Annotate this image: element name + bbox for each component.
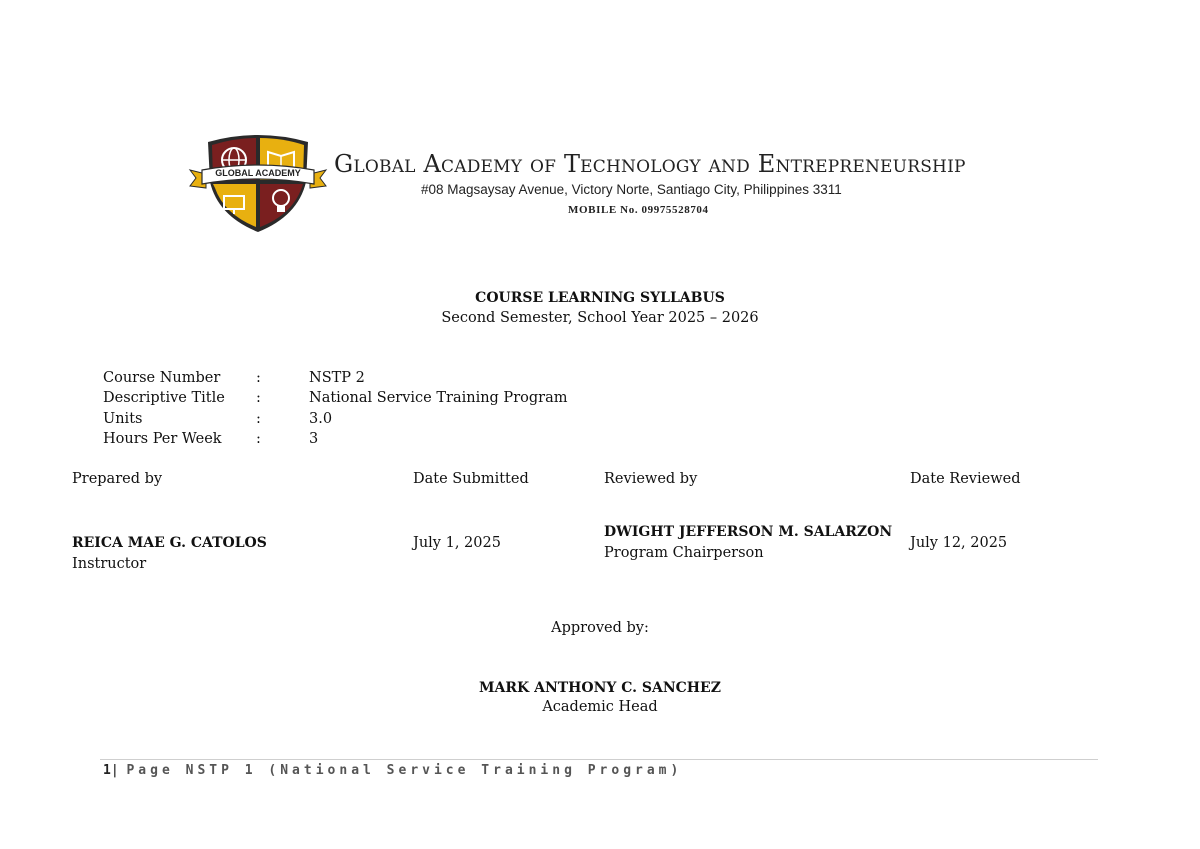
preparer-role: Instructor — [72, 556, 147, 572]
preparer-name: REICA MAE G. CATOLOS — [72, 535, 267, 551]
reviewed-by-label: Reviewed by — [604, 471, 698, 487]
hours-per-week-colon: : — [256, 431, 261, 447]
document-subtitle: Second Semester, School Year 2025 – 2026 — [441, 310, 759, 326]
course-number-value: NSTP 2 — [309, 370, 365, 386]
descriptive-title-value: National Service Training Program — [309, 390, 568, 406]
descriptive-title-colon: : — [256, 390, 261, 406]
date-submitted-label: Date Submitted — [413, 471, 529, 487]
units-label: Units — [103, 411, 143, 427]
footer-page-number: 1 — [103, 763, 111, 778]
date-reviewed-value: July 12, 2025 — [910, 535, 1008, 551]
logo-banner-text: GLOBAL ACADEMY — [215, 168, 301, 178]
school-logo — [188, 130, 328, 234]
hours-per-week-value: 3 — [309, 431, 319, 447]
footer-separator: | — [110, 763, 119, 778]
school-address: #08 Magsaysay Avenue, Victory Norte, Santiago City, Philippines 3311 — [421, 182, 842, 197]
school-mobile: MOBILE No. 09975528704 — [568, 204, 709, 216]
footer-text: Page NSTP 1 (National Service Training Program) — [126, 763, 683, 778]
reviewer-role: Program Chairperson — [604, 545, 764, 561]
units-colon: : — [256, 411, 261, 427]
date-submitted-value: July 1, 2025 — [413, 535, 501, 551]
units-value: 3.0 — [309, 411, 333, 427]
hours-per-week-label: Hours Per Week — [103, 431, 222, 447]
descriptive-title-label: Descriptive Title — [103, 390, 225, 406]
footer-divider — [100, 759, 1098, 760]
approver-name: MARK ANTHONY C. SANCHEZ — [479, 680, 721, 696]
approver-role: Academic Head — [542, 699, 658, 715]
date-reviewed-label: Date Reviewed — [910, 471, 1021, 487]
course-number-colon: : — [256, 370, 261, 386]
page-footer — [103, 763, 682, 778]
school-name: Global Academy of Technology and Entrepreneurship — [334, 150, 966, 178]
approved-by-label: Approved by: — [551, 620, 649, 636]
prepared-by-label: Prepared by — [72, 471, 163, 487]
reviewer-name: DWIGHT JEFFERSON M. SALARZON — [604, 524, 893, 540]
document-title: COURSE LEARNING SYLLABUS — [475, 290, 725, 306]
course-number-label: Course Number — [103, 370, 221, 386]
